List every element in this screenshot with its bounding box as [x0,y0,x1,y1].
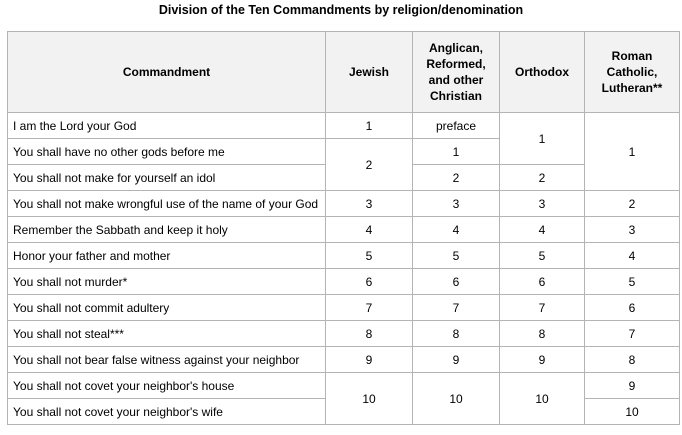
commandment-cell: You shall not steal*** [8,321,326,347]
commandment-cell: You shall have no other gods before me [8,139,326,165]
orthodox-cell: 10 [500,373,585,425]
orthodox-cell: 6 [500,269,585,295]
orthodox-cell: 5 [500,243,585,269]
catholic-cell: 1 [585,113,680,191]
anglican-cell: 5 [413,243,500,269]
catholic-cell: 9 [585,373,680,399]
commandment-cell: You shall not commit adultery [8,295,326,321]
jewish-cell: 8 [326,321,413,347]
orthodox-cell: 4 [500,217,585,243]
anglican-cell: 10 [413,373,500,425]
table-row [8,321,680,347]
header-catholic-line: Catholic, [606,65,658,79]
jewish-cell: 6 [326,269,413,295]
header-anglican-line: Anglican, [428,41,483,55]
catholic-cell: 5 [585,269,680,295]
orthodox-cell: 8 [500,321,585,347]
header-anglican-line: Reformed, [426,57,486,71]
orthodox-cell: 7 [500,295,585,321]
catholic-cell: 4 [585,243,680,269]
catholic-cell: 7 [585,321,680,347]
table-row [8,217,680,243]
orthodox-cell: 1 [500,113,585,165]
catholic-cell: 8 [585,347,680,373]
commandment-cell: You shall not make wrongful use of the name of your God [8,191,326,217]
anglican-cell: preface [413,113,500,139]
commandment-cell: You shall not covet your neighbor's wife [8,399,326,425]
commandment-cell: You shall not covet your neighbor's house [8,373,326,399]
header-anglican [413,32,500,113]
anglican-cell: 8 [413,321,500,347]
orthodox-cell: 3 [500,191,585,217]
commandment-cell: You shall not bear false witness against your neighbor [8,347,326,373]
table-row [8,373,680,399]
anglican-cell: 3 [413,191,500,217]
table-row [8,191,680,217]
table-row [8,243,680,269]
header-anglican-line: Christian [429,89,482,103]
commandment-cell: I am the Lord your God [8,113,326,139]
table-row [8,113,680,139]
table-row [8,295,680,321]
commandment-cell: Remember the Sabbath and keep it holy [8,217,326,243]
jewish-cell: 5 [326,243,413,269]
jewish-cell: 3 [326,191,413,217]
orthodox-cell: 9 [500,347,585,373]
jewish-cell: 2 [326,139,413,191]
catholic-cell: 10 [585,399,680,425]
jewish-cell: 4 [326,217,413,243]
header-catholic-line: Roman [611,49,653,63]
jewish-cell: 1 [326,113,413,139]
header-jewish: Jewish [326,32,413,113]
commandment-cell: Honor your father and mother [8,243,326,269]
header-commandment: Commandment [8,32,326,113]
anglican-cell: 1 [413,139,500,165]
header-row [8,32,680,113]
anglican-cell: 4 [413,217,500,243]
header-catholic-line: Lutheran** [601,81,663,95]
header-anglican-line: and other [428,73,484,87]
header-orthodox: Orthodox [500,32,585,113]
jewish-cell: 10 [326,373,413,425]
catholic-cell: 6 [585,295,680,321]
jewish-cell: 9 [326,347,413,373]
table-caption: Division of the Ten Commandments by religion/denomination [158,3,524,17]
catholic-cell: 2 [585,191,680,217]
catholic-cell: 3 [585,217,680,243]
anglican-cell: 6 [413,269,500,295]
table-row [8,269,680,295]
anglican-cell: 9 [413,347,500,373]
commandment-cell: You shall not make for yourself an idol [8,165,326,191]
anglican-cell: 7 [413,295,500,321]
commandments-table [7,31,680,425]
commandment-cell: You shall not murder* [8,269,326,295]
anglican-cell: 2 [413,165,500,191]
header-catholic [585,32,680,113]
orthodox-cell: 2 [500,165,585,191]
jewish-cell: 7 [326,295,413,321]
table-row [8,347,680,373]
